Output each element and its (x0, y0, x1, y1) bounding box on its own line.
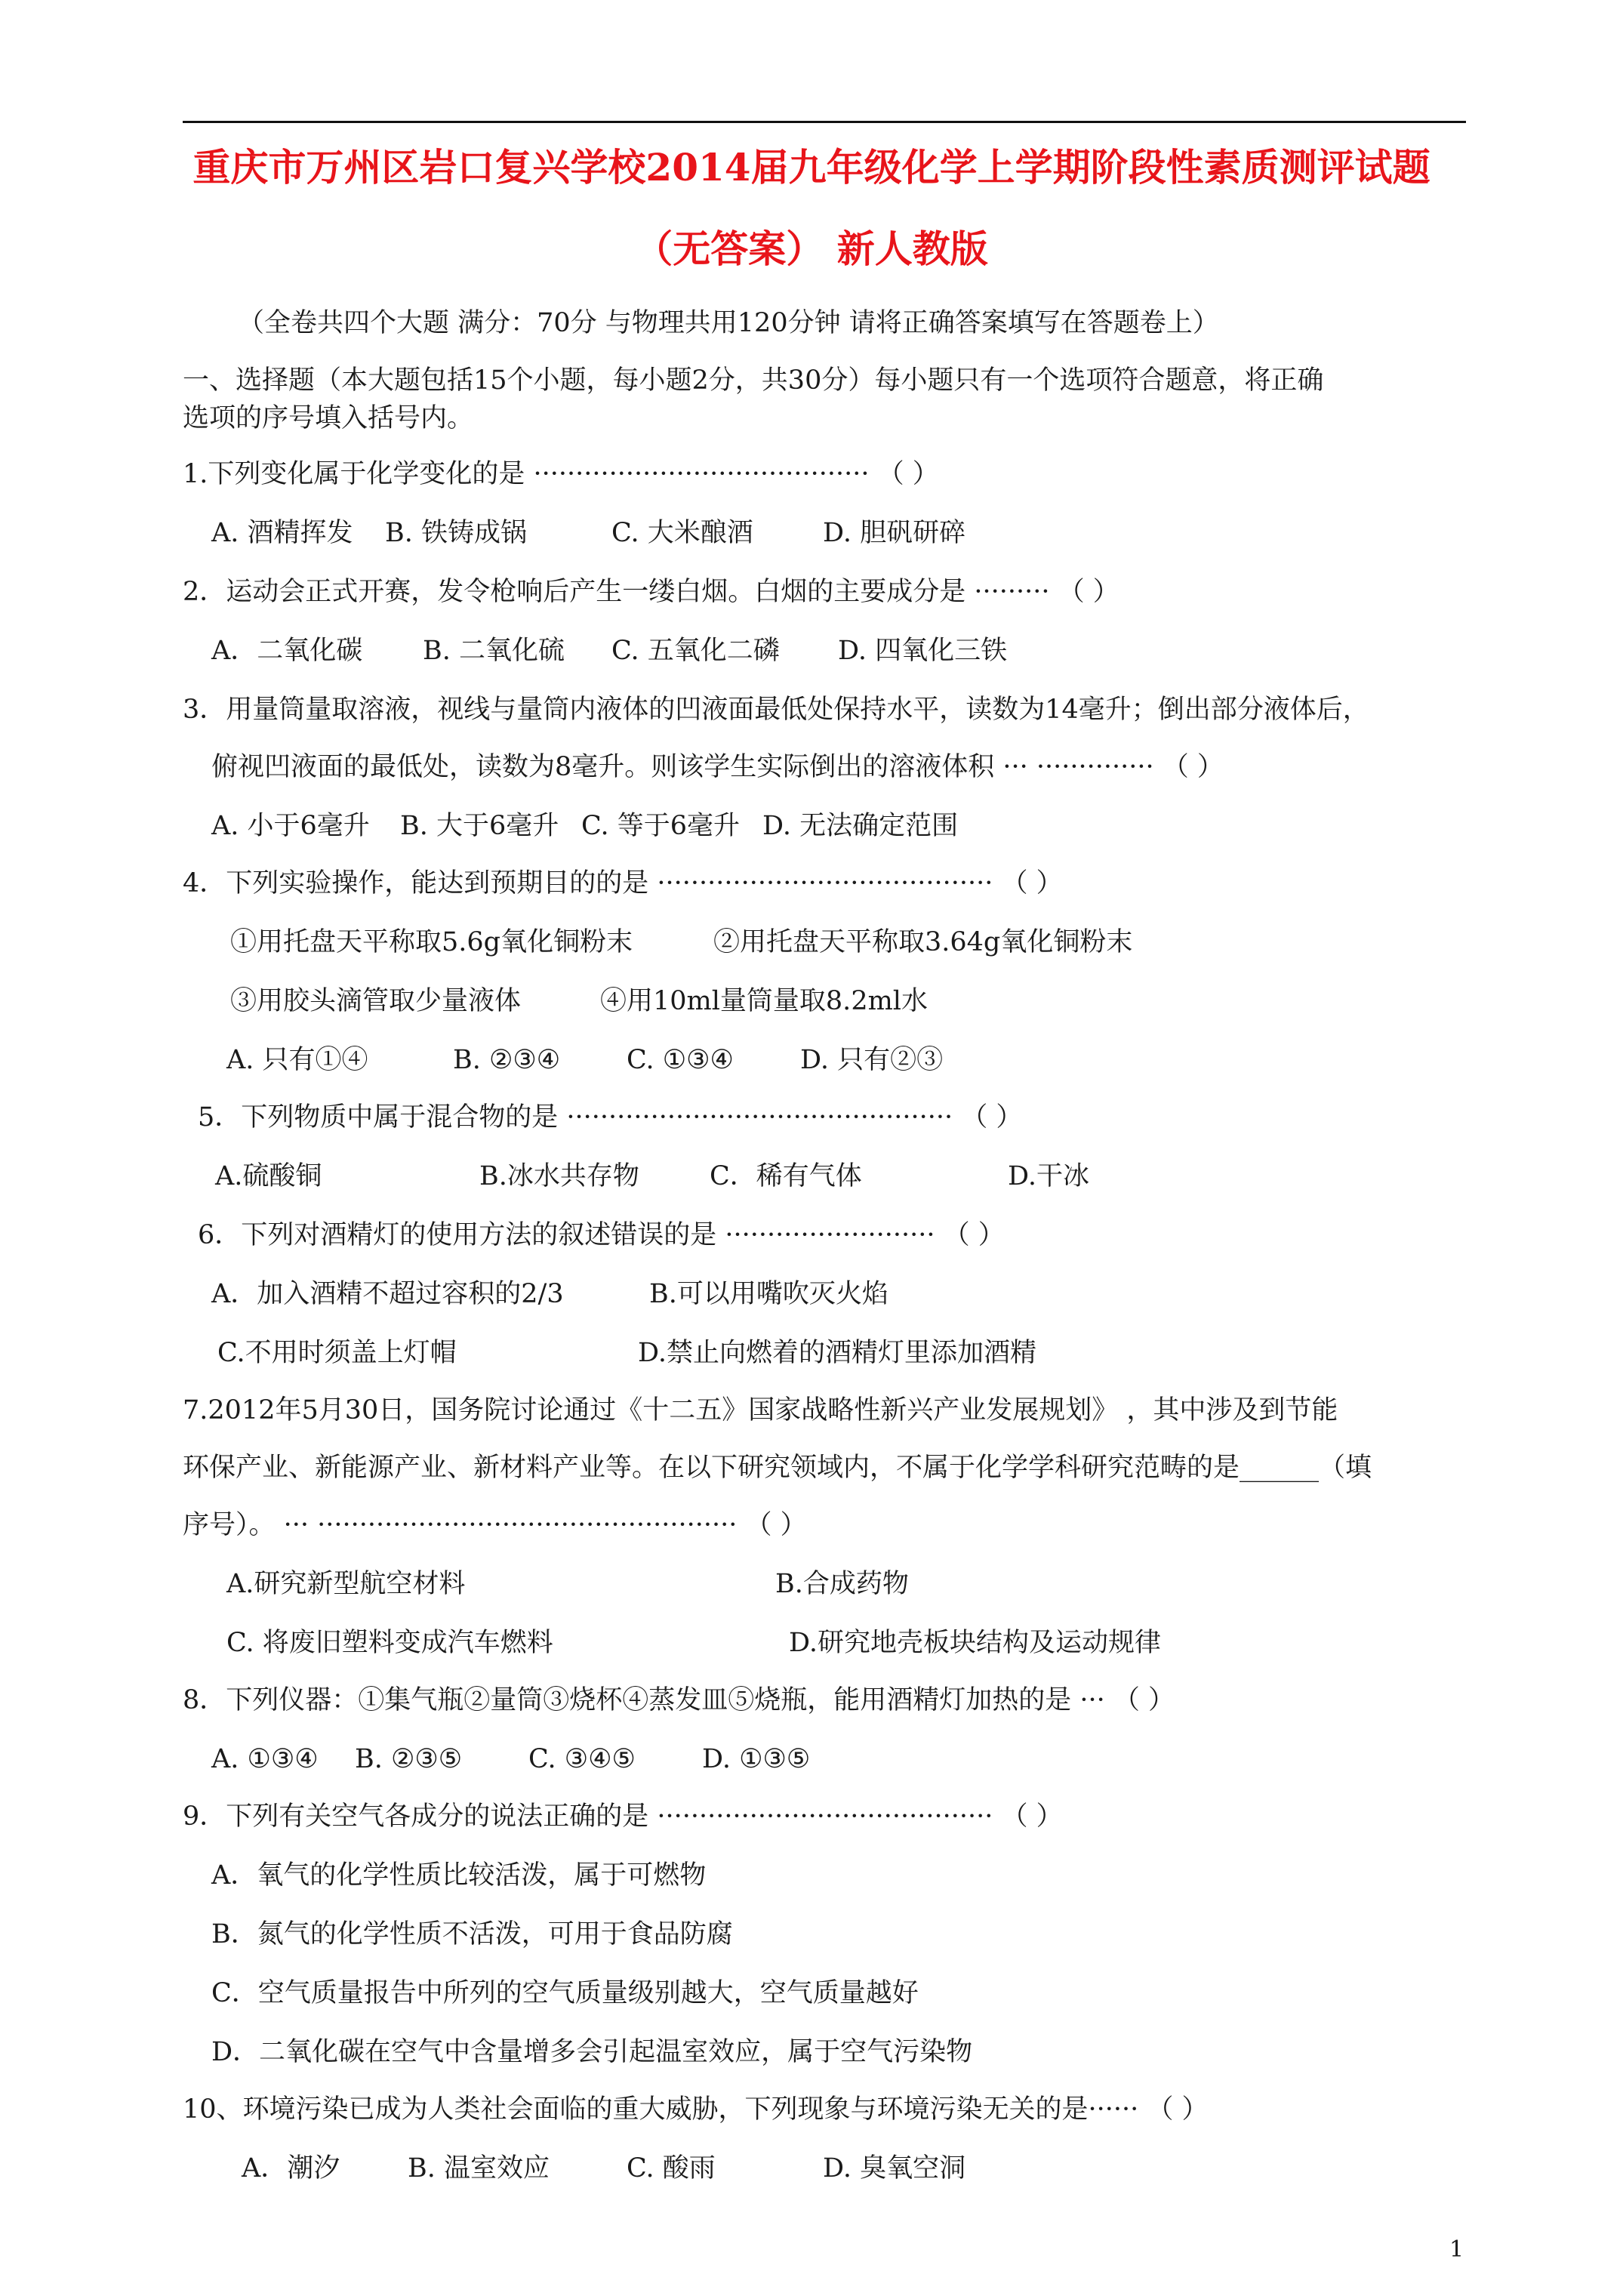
question-5-option-c: C．稀有气体 (710, 1161, 862, 1191)
question-4-stem: 4．下列实验操作，能达到预期目的的是 ········································ （ ） (183, 868, 1063, 898)
question-2-option-d: D. 四氧化三铁 (838, 636, 1008, 666)
question-10-option-d: D. 臭氧空洞 (823, 2153, 966, 2184)
question-6-option-c: C.不用时须盖上灯帽 (217, 1338, 457, 1368)
question-7-option-d: D.研究地壳板块结构及运动规律 (789, 1628, 1161, 1658)
question-8-option-c: C. ③④⑤ (528, 1744, 636, 1774)
question-10-option-c: C. 酸雨 (627, 2153, 716, 2184)
question-3-stem-line-1: 3．用量筒量取溶液，视线与量筒内液体的凹液面最低处保持水平，读数为14毫升；倒出部分液体后， (183, 695, 1369, 725)
question-8-option-a: A. ①③④ (211, 1744, 319, 1774)
question-4-item-4: ④用10ml量筒量取8.2ml水 (600, 986, 928, 1016)
question-4-option-b: B. ②③④ (453, 1045, 561, 1075)
question-10-stem: 10、环境污染已成为人类社会面临的重大威胁，下列现象与环境污染无关的是······ （ ） (183, 2094, 1209, 2125)
question-1-option-c: C. 大米酿酒 (611, 518, 753, 548)
exam-info: （全卷共四个大题 满分：70分 与物理共用120分钟 请将正确答案填写在答题卷上） (238, 308, 1219, 338)
question-9-option-b: B．氮气的化学性质不活泼，可用于食品防腐 (211, 1919, 733, 1949)
question-9-option-a: A．氧气的化学性质比较活泼，属于可燃物 (211, 1860, 707, 1891)
question-8-stem: 8．下列仪器：①集气瓶②量筒③烧杯④蒸发皿⑤烧瓶，能用酒精灯加热的是 ··· （ ） (183, 1685, 1175, 1715)
question-3-stem-line-2: 俯视凹液面的最低处，读数为8毫升。则该学生实际倒出的溶液体积 ··· ·············· （ ） (211, 752, 1224, 782)
document-title-line-2: （无答案） 新人教版 (635, 227, 988, 271)
question-4-item-1: ①用托盘天平称取5.6g氧化铜粉末 (230, 927, 633, 957)
question-7-option-a: A.研究新型航空材料 (226, 1569, 466, 1599)
question-2-stem: 2．运动会正式开赛，发令枪响后产生一缕白烟。白烟的主要成分是 ········· （ ） (183, 577, 1119, 607)
question-9-stem: 9．下列有关空气各成分的说法正确的是 ········································ （ ） (183, 1801, 1063, 1832)
question-10-option-a: A．潮汐 (242, 2153, 340, 2184)
question-1-option-b: B. 铁铸成锅 (385, 518, 527, 548)
section-heading-line-1: 一、选择题（本大题包括15个小题，每小题2分，共30分）每小题只有一个选项符合题意，将正确 (183, 365, 1324, 396)
question-9-option-c: C．空气质量报告中所列的空气质量级别越大，空气质量越好 (211, 1978, 919, 2008)
question-8-option-d: D. ①③⑤ (702, 1744, 811, 1774)
question-4-option-d: D. 只有②③ (800, 1045, 944, 1075)
question-1-option-a: A. 酒精挥发 (211, 518, 353, 548)
question-5-option-b: B.冰水共存物 (479, 1161, 639, 1191)
header-rule (183, 121, 1466, 123)
question-7-stem-line-1: 7.2012年5月30日，国务院讨论通过《十二五》国家战略性新兴产业发展规划》 ，其中涉及到节能 (183, 1395, 1338, 1425)
section-heading-line-2: 选项的序号填入括号内。 (183, 403, 474, 433)
question-10-option-b: B. 温室效应 (408, 2153, 550, 2184)
question-3-option-a: A. 小于6毫升 (211, 811, 370, 841)
question-6-option-b: B.可以用嘴吹灭火焰 (649, 1279, 888, 1309)
document-title-line-1: 重庆市万州区岩口复兴学校2014届九年级化学上学期阶段性素质测评试题 (192, 145, 1431, 190)
question-6-stem: 6．下列对酒精灯的使用方法的叙述错误的是 ························· （ ） (198, 1220, 1005, 1250)
question-7-option-c: C. 将废旧塑料变成汽车燃料 (226, 1628, 553, 1658)
question-1-option-d: D. 胆矾研碎 (823, 518, 966, 548)
question-3-option-c: C. 等于6毫升 (581, 811, 741, 841)
question-5-stem: 5．下列物质中属于混合物的是 ·············································· （ ） (198, 1102, 1023, 1133)
question-4-option-c: C. ①③④ (627, 1045, 734, 1075)
question-2-option-c: C. 五氧化二磷 (611, 636, 780, 666)
question-4-option-a: A. 只有①④ (226, 1045, 368, 1075)
question-5-option-d: D.干冰 (1008, 1161, 1089, 1191)
question-2-option-a: A．二氧化碳 (211, 636, 363, 666)
question-2-option-b: B. 二氧化硫 (423, 636, 565, 666)
page-number: 1 (1449, 2236, 1464, 2263)
question-6-option-a: A．加入酒精不超过容积的2/3 (211, 1279, 564, 1309)
question-7-stem-line-3: 序号）。 ··· ·················································· （ ） (183, 1510, 807, 1540)
question-4-item-3: ③用胶头滴管取少量液体 (230, 986, 522, 1016)
question-8-option-b: B. ②③⑤ (355, 1744, 463, 1774)
question-5-option-a: A.硫酸铜 (215, 1161, 322, 1191)
question-9-option-d: D．二氧化碳在空气中含量增多会引起温室效应，属于空气污染物 (211, 2037, 973, 2067)
question-3-option-b: B. 大于6毫升 (400, 811, 559, 841)
question-7-option-b: B.合成药物 (775, 1569, 909, 1599)
question-7-stem-line-2: 环保产业、新能源产业、新材料产业等。在以下研究领域内，不属于化学学科研究范畴的是______（填 (183, 1453, 1372, 1483)
question-3-option-d: D. 无法确定范围 (762, 811, 959, 841)
question-4-item-2: ②用托盘天平称取3.64g氧化铜粉末 (713, 927, 1133, 957)
question-1-stem: 1.下列变化属于化学变化的是 ········································ （ ） (183, 459, 939, 489)
question-6-option-d: D.禁止向燃着的酒精灯里添加酒精 (638, 1338, 1036, 1368)
